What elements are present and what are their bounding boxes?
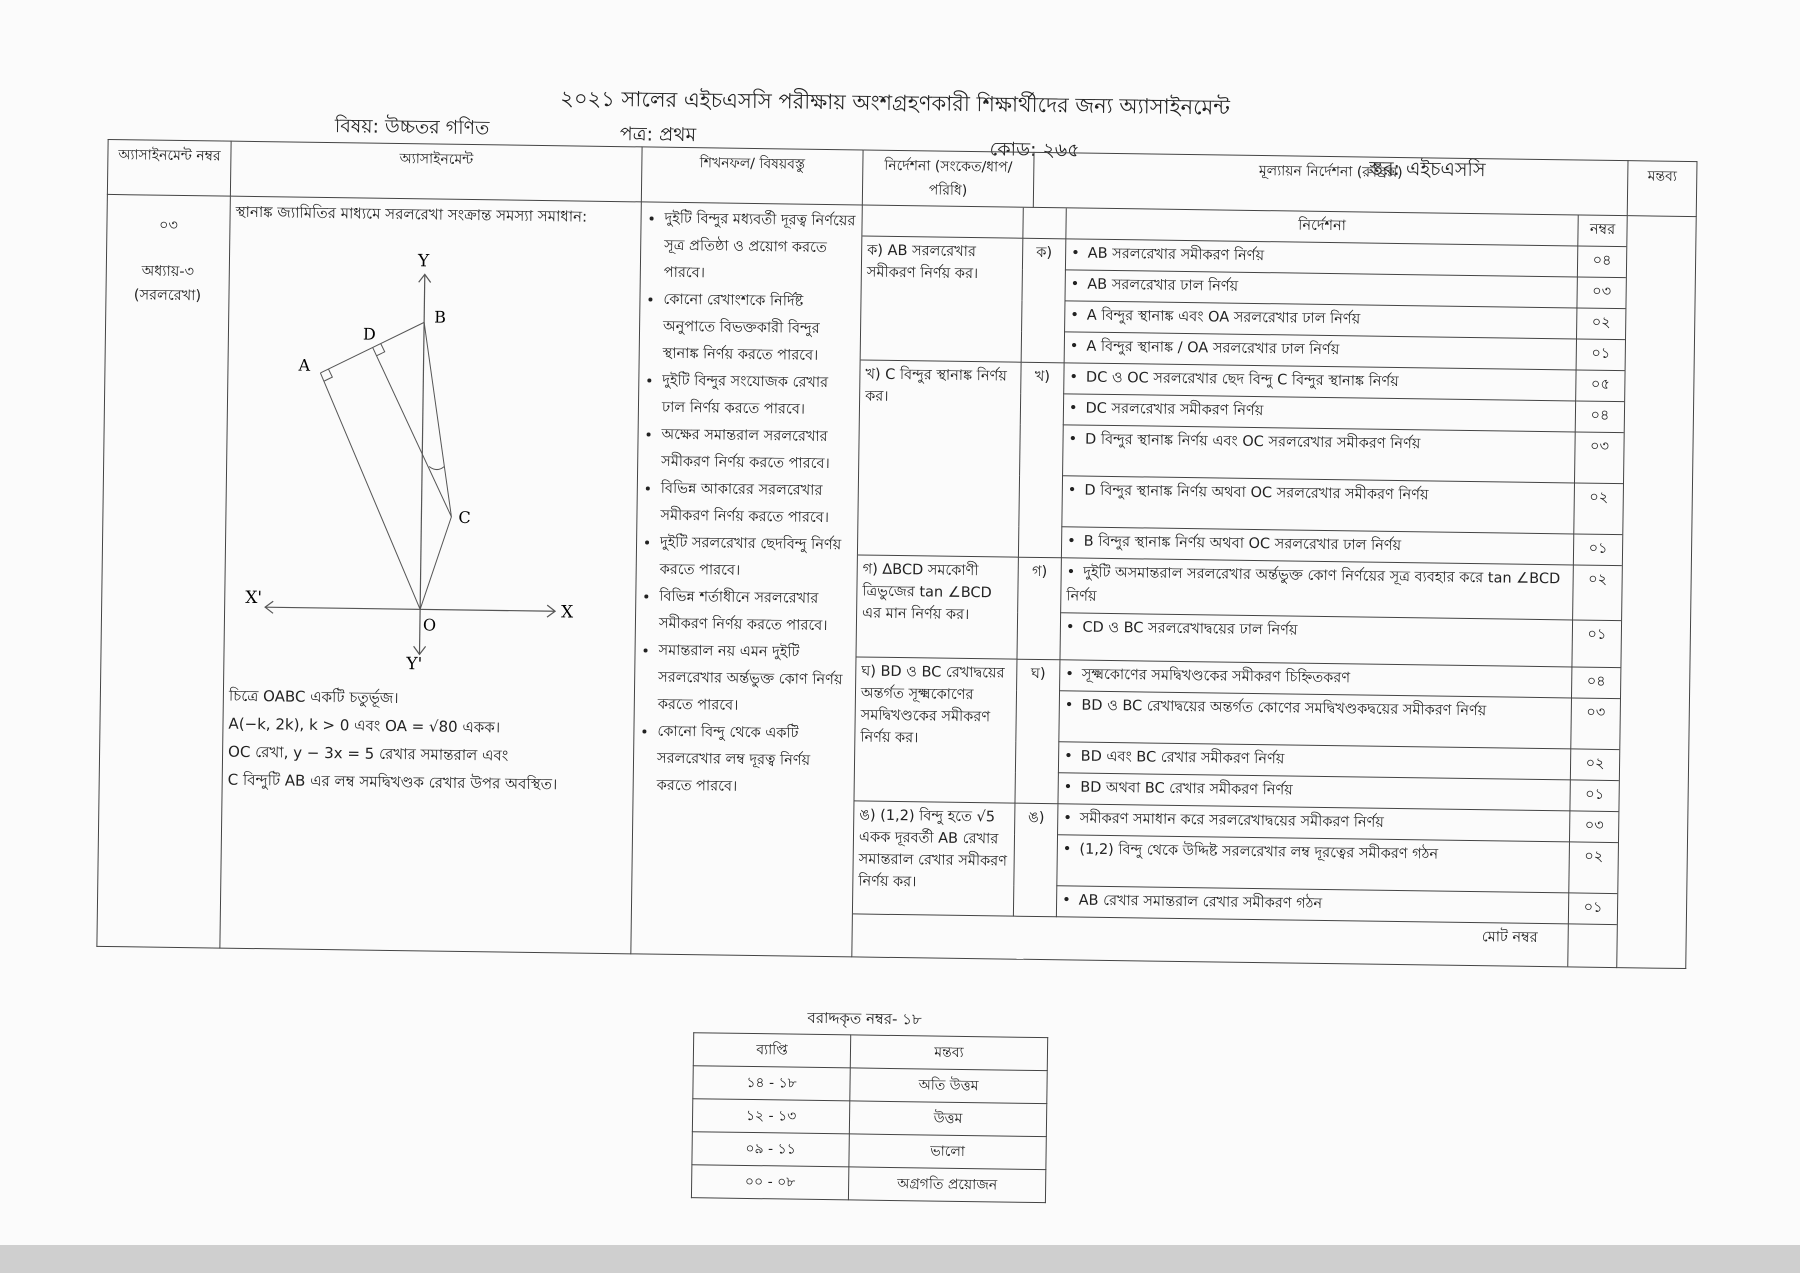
- rubric-mark: ০২: [1573, 565, 1622, 621]
- quadrilateral-figure: [244, 242, 590, 677]
- grade-remark: উত্তম: [849, 1101, 1046, 1137]
- section-label-ka: ক): [1021, 238, 1066, 363]
- rubric-mark: ০২: [1577, 308, 1626, 340]
- rubric-row: • DC সরলরেখার সমীকরণ নির্ণয়: [1063, 394, 1575, 432]
- rubric-row: • AB সরলরেখার সমীকরণ নির্ণয়: [1065, 239, 1577, 277]
- chapter: অধ্যায়-৩: [141, 263, 195, 281]
- label-O: O: [422, 615, 437, 635]
- rubric-mark: ০৩: [1574, 432, 1623, 484]
- col-remarks: মন্তব্য: [1627, 161, 1697, 217]
- code-label: কোড: ২৬৫: [989, 138, 1080, 162]
- outcome-item: • দুইটি বিন্দুর সংযোজক রেখার ঢাল নির্ণয় করতে পারবে।: [662, 368, 855, 425]
- rubric-row: • সমীকরণ সমাধান করে সরলরেখাদ্বয়ের সমীকরণ নির্ণয়: [1058, 804, 1570, 842]
- rubric-mark: ০২: [1570, 749, 1619, 781]
- outcome-item: • কোনো বিন্দু থেকে একটি সরলরেখার লম্ব দূরত্ব নির্ণয় করতে পারবে।: [656, 719, 849, 803]
- rubric-row: • দুইটি অসমান্তরাল সরলরেখার অর্ন্তভুক্ত কোণ নির্ণয়ের সূত্র ব্যবহার করে tan ∠BCD নির্ণয়: [1061, 558, 1574, 620]
- rubric-mark: ০১: [1572, 620, 1621, 668]
- rubric-criteria-header: নির্দেশনা: [1066, 208, 1578, 246]
- problem-line: C বিন্দুটি AB এর লম্ব সমদ্বিখণ্ডক রেখার উপর অবস্থিত।: [227, 770, 558, 794]
- paper-label: পত্র: প্রথম: [619, 123, 697, 147]
- section-label-ga: গ): [1017, 557, 1061, 660]
- instruction-ga: গ) ∆BCD সমকোণী ত্রিভুজের tan ∠BCD এর মান নির্ণয় কর।: [856, 555, 1018, 659]
- problem-line: OC রেখা, y − 3x = 5 রেখার সমান্তরাল এবং: [227, 742, 509, 765]
- outcome-item: • বিভিন্ন শর্তাধীনে সরলরেখার সমীকরণ নির্ণয় করতে পারবে।: [659, 584, 852, 641]
- rubric-table: [852, 205, 1626, 967]
- allotted-marks: বরাদ্দকৃত নম্বর- ১৮: [807, 1008, 922, 1029]
- segment-OA: [317, 373, 423, 609]
- total-label: মোট নম্বর: [852, 914, 1568, 966]
- grade-range: ১৪ - ১৮: [693, 1066, 850, 1101]
- rubric-row: • সূক্ষ্মকোণের সমদ্বিখণ্ডকের সমীকরণ চিহ্নিতকরণ: [1060, 660, 1572, 698]
- rubric-row: • BD অথবা BC রেখার সমীকরণ নির্ণয়: [1058, 773, 1570, 811]
- rubric-row: • CD ও BC সরলরেখাদ্বয়ের ঢাল নির্ণয়: [1060, 613, 1573, 667]
- outcome-item: • দুইটি বিন্দুর মধ্যবর্তী দূরত্ব নির্ণয়ের সূত্র প্রতিষ্ঠা ও প্রয়োগ করতে পারবে।: [664, 206, 857, 290]
- section-label-uma: ঙ): [1013, 803, 1058, 917]
- problem-statement: [228, 682, 630, 800]
- rubric-mark: ০৩: [1569, 811, 1618, 843]
- grade-range: ০০ - ০৮: [691, 1165, 848, 1200]
- col-outcomes: শিখনফল/ বিষয়বস্তু: [641, 147, 863, 205]
- rubric-row: • A বিন্দুর স্থানাঙ্ক / OA সরলরেখার ঢাল নির্ণয়: [1064, 332, 1576, 370]
- scan-border: [0, 1245, 1800, 1273]
- section-label-gha: ঘ): [1015, 659, 1060, 804]
- assignment-number: ০৩: [158, 217, 178, 234]
- rubric-mark: ০১: [1568, 893, 1617, 925]
- angle-arc-C: [429, 466, 444, 469]
- rubric-row: • (1,2) বিন্দু থেকে উদ্দিষ্ট সরলরেখার লম্ব দূরত্বের সমীকরণ গঠন: [1057, 835, 1570, 893]
- rubric-row: • D বিন্দুর স্থানাঙ্ক নির্ণয় অথবা OC সরলরেখার সমীকরণ নির্ণয়: [1062, 476, 1575, 534]
- rubric-mark: ০৪: [1571, 667, 1620, 699]
- instruction-uma: ঙ) (1,2) বিন্দু হতে √5 একক দূরবর্তী AB রেখার সমান্তরাল রেখার সমীকরণ নির্ণয় কর।: [853, 801, 1015, 916]
- rubric-mark: ০৪: [1577, 246, 1626, 278]
- col-rubric: মূল্যায়ন নির্দেশনা (রুব্রিক্স): [1033, 152, 1628, 215]
- rubric-mark: ০১: [1573, 534, 1622, 566]
- section-label-kha: খ): [1018, 362, 1064, 558]
- grade-remark: অগ্রগতি প্রয়োজন: [848, 1167, 1045, 1203]
- rubric-mark: ০৪: [1575, 401, 1624, 433]
- col-assign-no: অ্যাসাইনমেন্ট নম্বর: [107, 139, 231, 196]
- label-X-prime: X': [245, 587, 263, 609]
- problem-line: A(−k, 2k), k > 0 এবং OA = √80 একক।: [228, 714, 501, 737]
- rubric-row: • AB সরলরেখার ঢাল নির্ণয়: [1065, 270, 1577, 308]
- total-value: [1568, 924, 1617, 967]
- segment-OC: [420, 516, 451, 609]
- chapter-name: (সরলরেখা): [133, 287, 202, 305]
- label-Y-prime: Y': [406, 654, 423, 675]
- rubric-mark: ০৩: [1571, 698, 1620, 750]
- x-axis: [265, 607, 555, 611]
- label-A: A: [298, 355, 311, 375]
- outcome-item: • দুইটি সরলরেখার ছেদবিন্দু নির্ণয় করতে পারবে।: [660, 530, 853, 587]
- rubric-row: • BD এবং BC রেখার সমীকরণ নির্ণয়: [1058, 742, 1570, 780]
- col-instructions: নির্দেশনা (সংকেত/ধাপ/পরিধি): [862, 150, 1034, 207]
- assignment-table: [96, 139, 1697, 969]
- instruction-ka: ক) AB সরলরেখার সমীকরণ নির্ণয় কর।: [861, 236, 1023, 362]
- label-X: X: [560, 602, 574, 623]
- label-C: C: [458, 507, 471, 528]
- label-D: D: [362, 324, 376, 344]
- rubric-mark: ০১: [1576, 339, 1625, 371]
- col-assignment: অ্যাসাইনমেন্ট: [230, 141, 642, 202]
- subject-label: বিষয়: উচ্চতর গণিত: [334, 115, 490, 140]
- outcome-item: • কোনো রেখাংশকে নির্দিষ্ট অনুপাতে বিভক্তকারী বিন্দুর স্থানাঙ্ক নির্ণয় করতে পারবে।: [663, 287, 856, 371]
- instruction-kha: খ) C বিন্দুর স্থানাঙ্ক নির্ণয় কর।: [858, 360, 1021, 557]
- grade-header-range: ব্যাপ্তি: [693, 1033, 850, 1068]
- rubric-row: • AB রেখার সমান্তরাল রেখার সমীকরণ গঠন: [1056, 886, 1568, 924]
- problem-line: চিত্রে OABC একটি চতুর্ভূজ।: [228, 686, 399, 708]
- level-label: স্তর: এইচএসসি: [1369, 157, 1486, 182]
- segment-DC: [370, 348, 453, 517]
- rubric-marks-header: নম্বর: [1578, 215, 1627, 246]
- label-Y: Y: [417, 251, 430, 272]
- document-title: ২০২১ সালের এইচএসসি পরীক্ষায় অংশগ্রহণকারী শিক্ষার্থীদের জন্য অ্যাসাইনমেন্ট: [560, 86, 1230, 120]
- grade-header-remark: মন্তব্য: [850, 1035, 1047, 1071]
- instruction-gha: ঘ) BD ও BC রেখাদ্বয়ের অন্তর্গত সূক্ষ্মকোণের সমদ্বিখণ্ডকের সমীকরণ নির্ণয় কর।: [854, 657, 1016, 803]
- outcome-item: • অক্ষের সমান্তরাল সরলরেখার সমীকরণ নির্ণয় করতে পারবে।: [661, 422, 854, 479]
- outcomes-list: [638, 205, 856, 802]
- grade-range: ০৯ - ১১: [692, 1132, 849, 1167]
- rubric-row: • BD ও BC রেখাদ্বয়ের অন্তর্গত কোণের সমদ্বিখণ্ডকদ্বয়ের সমীকরণ নির্ণয়: [1059, 691, 1572, 749]
- rubric-row: • DC ও OC সরলরেখার ছেদ বিন্দু C বিন্দুর স্থানাঙ্ক নির্ণয়: [1064, 363, 1576, 401]
- grade-remark: ভালো: [849, 1134, 1046, 1170]
- task-title: স্থানাঙ্ক জ্যামিতির মাধ্যমে সরলরেখা সংক্রান্ত সমস্যা সমাধান:: [235, 202, 588, 226]
- rubric-mark: ০৩: [1577, 277, 1626, 309]
- grade-range: ১২ - ১৩: [692, 1099, 849, 1134]
- label-B: B: [434, 307, 447, 327]
- outcome-item: • বিভিন্ন আকারের সরলরেখার সমীকরণ নির্ণয় করতে পারবে।: [660, 476, 853, 533]
- outcome-item: • সমান্তরাল নয় এমন দুইটি সরলরেখার অর্ন্তভুক্ত কোণ নির্ণয় করতে পারবে।: [658, 638, 851, 722]
- rubric-mark: ০২: [1569, 842, 1618, 894]
- rubric-row: • D বিন্দুর স্থানাঙ্ক নির্ণয় এবং OC সরলরেখার সমীকরণ নির্ণয়: [1063, 425, 1576, 483]
- rubric-mark: ০১: [1570, 780, 1619, 812]
- grade-remark: অতি উত্তম: [850, 1068, 1047, 1104]
- remarks-cell: [1617, 216, 1696, 969]
- rubric-mark: ০২: [1574, 483, 1623, 535]
- right-angle-D: [377, 344, 385, 356]
- rubric-mark: ০৫: [1576, 370, 1625, 402]
- rubric-row: • B বিন্দুর স্থানাঙ্ক নির্ণয় অথবা OC সরলরেখার ঢাল নির্ণয়: [1061, 527, 1573, 565]
- rubric-row: • A বিন্দুর স্থানাঙ্ক এবং OA সরলরেখার ঢাল নির্ণয়: [1065, 301, 1577, 339]
- grading-table: [691, 1032, 1048, 1203]
